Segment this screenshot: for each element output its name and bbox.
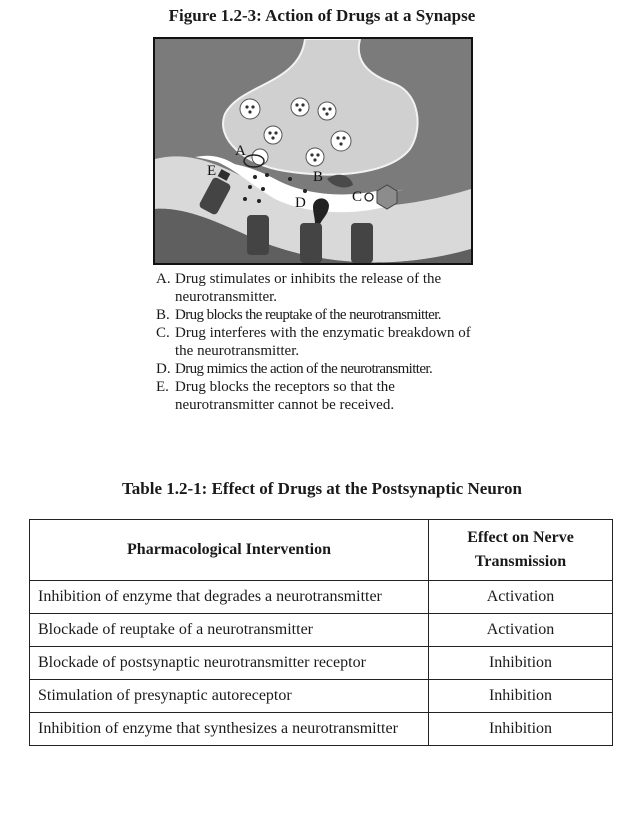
table-row	[30, 680, 613, 713]
label-b: B	[313, 169, 324, 185]
intervention-cell: Stimulation of presynaptic autoreceptor	[30, 680, 429, 713]
effect-cell: Activation	[429, 581, 613, 614]
table-row	[30, 647, 613, 680]
legend-item-a	[156, 270, 486, 306]
table-row	[30, 614, 613, 647]
legend-letter: D.	[156, 361, 171, 377]
effect-cell: Inhibition	[429, 680, 613, 713]
intervention-cell: Inhibition of enzyme that synthesizes a neurotransmitter	[30, 713, 429, 746]
legend-item-d	[156, 360, 486, 378]
legend-text: Drug mimics the action of the neurotransmitter.	[175, 361, 433, 377]
effect-cell: Inhibition	[429, 647, 613, 680]
table-title: Table 1.2-1: Effect of Drugs at the Postsynaptic Neuron	[122, 479, 522, 498]
label-a: A	[235, 143, 246, 159]
effects-table	[29, 519, 613, 746]
legend-letter: E.	[156, 379, 169, 395]
legend-letter: A.	[156, 271, 171, 287]
figure-legend	[156, 270, 486, 414]
legend-letter: C.	[156, 325, 170, 341]
intervention-cell: Inhibition of enzyme that degrades a neurotransmitter	[30, 581, 429, 614]
table-header-row	[30, 520, 613, 581]
table-row	[30, 713, 613, 746]
label-e: E	[207, 163, 217, 179]
effect-cell: Inhibition	[429, 713, 613, 746]
intervention-cell: Blockade of reuptake of a neurotransmitter	[30, 614, 429, 647]
legend-text: Drug stimulates or inhibits the release of the neurotransmitter.	[175, 271, 442, 305]
legend-text: Drug blocks the reuptake of the neurotransmitter.	[175, 307, 441, 323]
legend-text: Drug blocks the receptors so that the neurotransmitter cannot be received.	[175, 379, 395, 413]
intervention-cell: Blockade of postsynaptic neurotransmitter receptor	[30, 647, 429, 680]
effect-cell: Activation	[429, 614, 613, 647]
legend-item-c	[156, 324, 486, 360]
label-c: C	[352, 189, 363, 205]
legend-text: Drug interferes with the enzymatic breakdown of the neurotransmitter.	[175, 325, 471, 359]
figure-title: Figure 1.2-3: Action of Drugs at a Synapse	[168, 6, 476, 25]
legend-item-b	[156, 306, 486, 324]
label-d: D	[295, 195, 306, 211]
header-intervention: Pharmacological Intervention	[30, 520, 429, 581]
legend-letter: B.	[156, 307, 170, 323]
legend-item-e	[156, 378, 486, 414]
synapse-diagram	[153, 37, 473, 265]
header-effect: Effect on Nerve Transmission	[429, 520, 613, 581]
table-row	[30, 581, 613, 614]
